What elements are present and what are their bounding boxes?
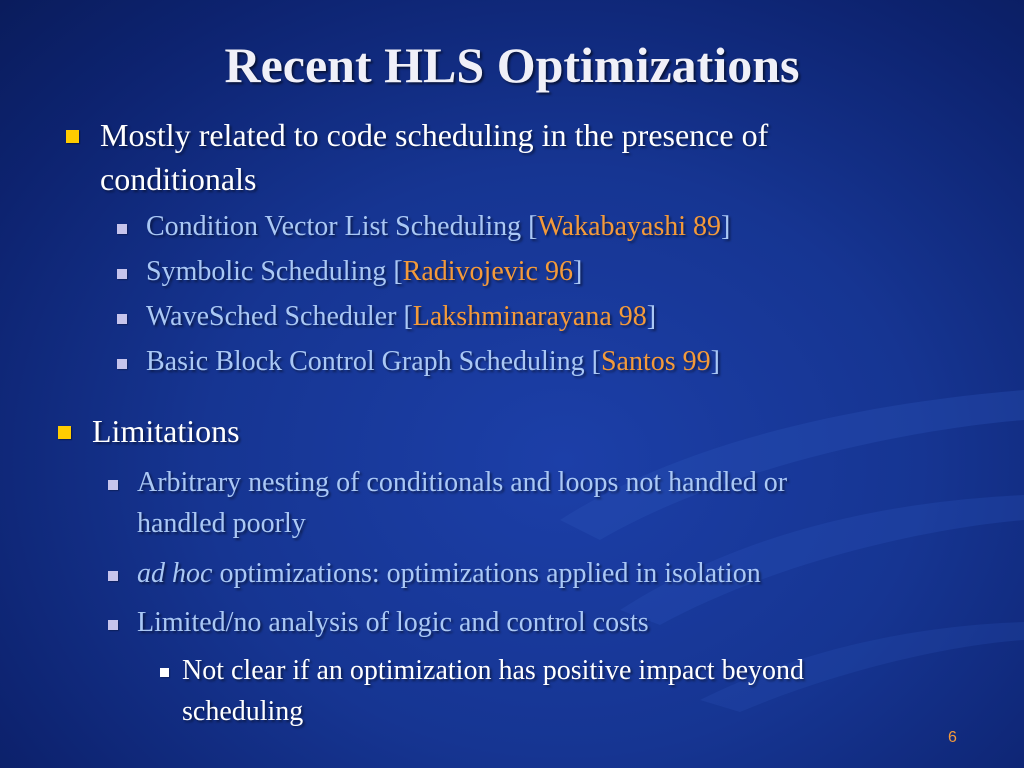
bullet-text: Limitations	[92, 413, 240, 449]
page-number: 6	[948, 729, 957, 746]
sub-bullet-marker	[117, 224, 127, 234]
sub-bullet-text: Arbitrary nesting of conditionals and loops not handled or	[137, 467, 788, 498]
sub-sub-bullet-marker	[160, 668, 169, 677]
sub-bullet-text: Limited/no analysis of logic and control costs	[137, 607, 649, 638]
citation: Wakabayashi 89	[537, 211, 722, 242]
sub-bullet-text: ad hoc optimizations: optimizations applied in isolation	[137, 558, 761, 589]
citation: Santos 99	[600, 346, 711, 377]
citation: Lakshminarayana 98	[412, 301, 647, 332]
sub-bullet-text-continued: handled poorly	[137, 508, 306, 539]
sub-bullet-marker	[117, 314, 127, 324]
sub-bullet-marker	[108, 620, 118, 630]
bullet-marker	[58, 426, 71, 439]
bullet-marker	[66, 130, 79, 143]
sub-bullet-marker	[108, 480, 118, 490]
bullet-text: Mostly related to code scheduling in the presence of	[100, 117, 769, 153]
sub-sub-bullet-text-continued: scheduling	[182, 696, 304, 727]
sub-bullet-marker	[117, 359, 127, 369]
slide-title: Recent HLS Optimizations	[224, 37, 800, 93]
sub-bullet-text: Basic Block Control Graph Scheduling [Santos 99]	[146, 346, 720, 377]
sub-bullet-text: WaveSched Scheduler [Lakshminarayana 98]	[146, 301, 657, 332]
sub-sub-bullet-text: Not clear if an optimization has positive impact beyond	[182, 655, 805, 686]
sub-bullet-text: Condition Vector List Scheduling [Wakabayashi 89]	[146, 211, 731, 242]
sub-bullet-text: Symbolic Scheduling [Radivojevic 96]	[146, 256, 583, 287]
italic-term: ad hoc	[137, 558, 213, 589]
sub-bullet-marker	[117, 269, 127, 279]
citation: Radivojevic 96	[402, 256, 573, 287]
sub-bullet-marker	[108, 571, 118, 581]
bullet-text-continued: conditionals	[100, 161, 257, 197]
